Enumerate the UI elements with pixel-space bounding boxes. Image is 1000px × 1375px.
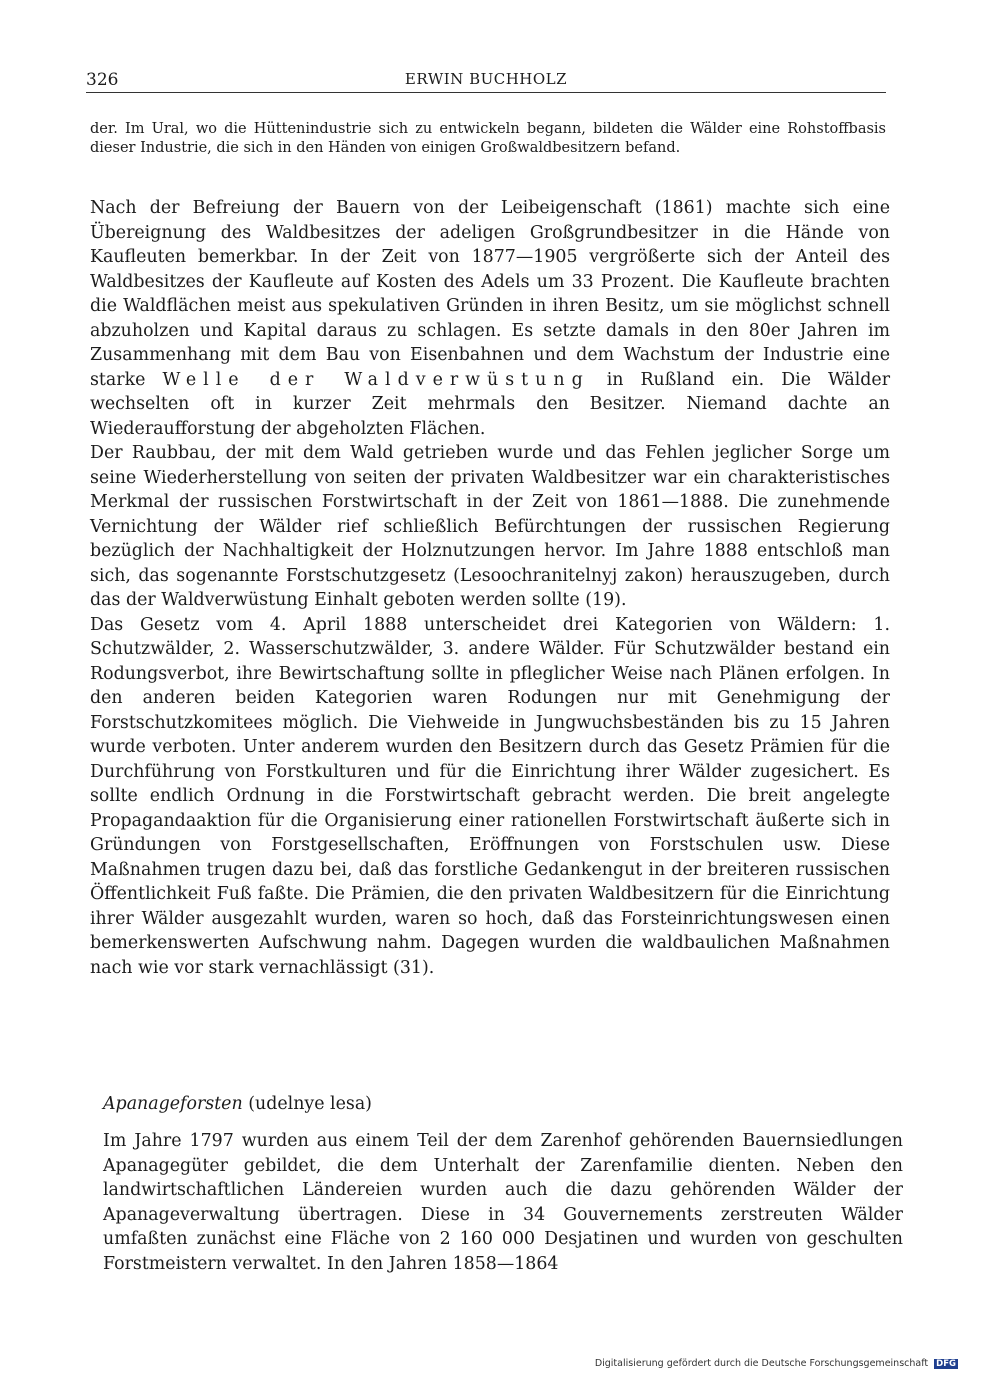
main-body xyxy=(90,196,890,980)
paragraph-1-emphasis: Welle der Waldverwüstung xyxy=(162,369,590,390)
intro-paragraph: der. Im Ural, wo die Hüttenindustrie sich zu entwickeln begann, bildeten die Wälder eine Rohstoffbasis dieser Industrie, die sich in den Händen von einigen Großwaldbesitzern befand. xyxy=(90,121,886,156)
funding-note: Digitalisierung gefördert durch die Deutsche Forschungsgemeinschaft xyxy=(594,1358,929,1369)
paragraph-1-text-before: Nach der Befreiung der Bauern von der Leibeigenschaft (1861) machte sich eine Übereignung des Waldbesitzes der adeligen Großgrundbesitzer in die Hände von Kaufleuten bemerkbar. In der Zeit von 1877—1905 vergrößerte sich der Anteil des Waldbesitzes der Kaufleute auf Kosten des Adels um 33 Prozent. Die Kaufleute brachten die Waldflächen meist aus spekulativen Gründen in ihren Besitz, um sie möglichst schnell abzuholzen und Kapital daraus zu schlagen. Es setzte damals in den 80er Jahren im Zusammenhang mit dem Bau von Eisenbahnen und dem Wachstum der Industrie eine starke xyxy=(90,198,890,390)
section-heading-rest: (udelnye lesa) xyxy=(248,1094,372,1114)
running-title: ERWIN BUCHHOLZ xyxy=(404,70,568,88)
page-header xyxy=(86,70,886,93)
paragraph-2: Der Raubbau, der mit dem Wald getrieben wurde und das Fehlen jeglicher Sorge um seine Wiederherstellung von seiten der privaten Waldbesitzer war ein charakteristisches Merkmal der russischen Forstwirtschaft in der Zeit von 1861—1888. Die zunehmende Vernichtung der Wälder rief schließlich Befürchtungen der russischen Regierung bezüglich der Nachhaltigkeit der Holznutzungen hervor. Im Jahre 1888 entschloß man sich, das sogenannte Forstschutzgesetz (Lesoochranitelnyj zakon) herauszugeben, durch das der Waldverwüstung Einhalt geboten werden sollte (19). xyxy=(90,443,890,610)
page-footer xyxy=(595,1358,958,1369)
section-paragraph: Im Jahre 1797 wurden aus einem Teil der dem Zarenhof gehörenden Bauernsiedlungen Apanagegüter gebildet, die dem Unterhalt der Zarenfamilie dienten. Neben den landwirtschaftlichen Ländereien wurden auch die dazu gehörenden Wälder der Apanageverwaltung übertragen. Diese in 34 Gouvernements zerstreuten Wälder umfaßten zunächst eine Fläche von 2 160 000 Desjatinen und wurden von geschulten Forstmeistern verwaltet. In den Jahren 1858—1864 xyxy=(103,1131,903,1274)
paragraph-1-text-after: in Rußland ein. Die Wälder wechselten oft in kurzer Zeit mehrmals den Besitzer. Niemand dachte an Wiederaufforstung der abgeholzten Flächen. xyxy=(90,369,891,439)
page-number: 326 xyxy=(86,70,119,90)
section-heading-italic: Apanageforsten xyxy=(103,1094,243,1114)
dfg-logo: DFG xyxy=(936,1359,956,1369)
paragraph-1 xyxy=(90,196,890,441)
section-heading xyxy=(103,1094,372,1114)
paragraph-3: Das Gesetz vom 4. April 1888 unterscheidet drei Kategorien von Wäldern: 1. Schutzwälder, 2. Wasserschutzwälder, 3. andere Wälder. Für Schutzwälder bestand ein Rodungsverbot, ihre Bewirtschaftung sollte in pfleglicher Weise nach Plänen erfolgen. In den anderen beiden Kategorien waren Rodungen nur mit Genehmigung der Forstschutzkomitees möglich. Die Viehweide in Jungwuchsbeständen bis zu 15 Jahren wurde verboten. Unter anderem wurden den Besitzern durch das Gesetz Prämien für die Durchführung von Forstkulturen und für die Einrichtung ihrer Wälder zugesichert. Es sollte endlich Ordnung in die Forstwirtschaft gebracht werden. Die breit angelegte Propagandaaktion für die Organisierung einer rationellen Forstwirtschaft äußerte sich in Gründungen von Forstgesellschaften, Eröffnungen von Forstschulen usw. Diese Maßnahmen trugen dazu bei, daß das forstliche Gedankengut in der breiteren russischen Öffentlichkeit Fuß faßte. Die Prämien, die den privaten Waldbesitzern für die Einrichtung ihrer Wälder ausgezahlt wurden, waren so hoch, daß das Forsteinrichtungswesen einen bemerkenswerten Aufschwung nahm. Dagegen wurden die waldbaulichen Maßnahmen nach wie vor stark vernachlässigt (31). xyxy=(90,614,890,978)
